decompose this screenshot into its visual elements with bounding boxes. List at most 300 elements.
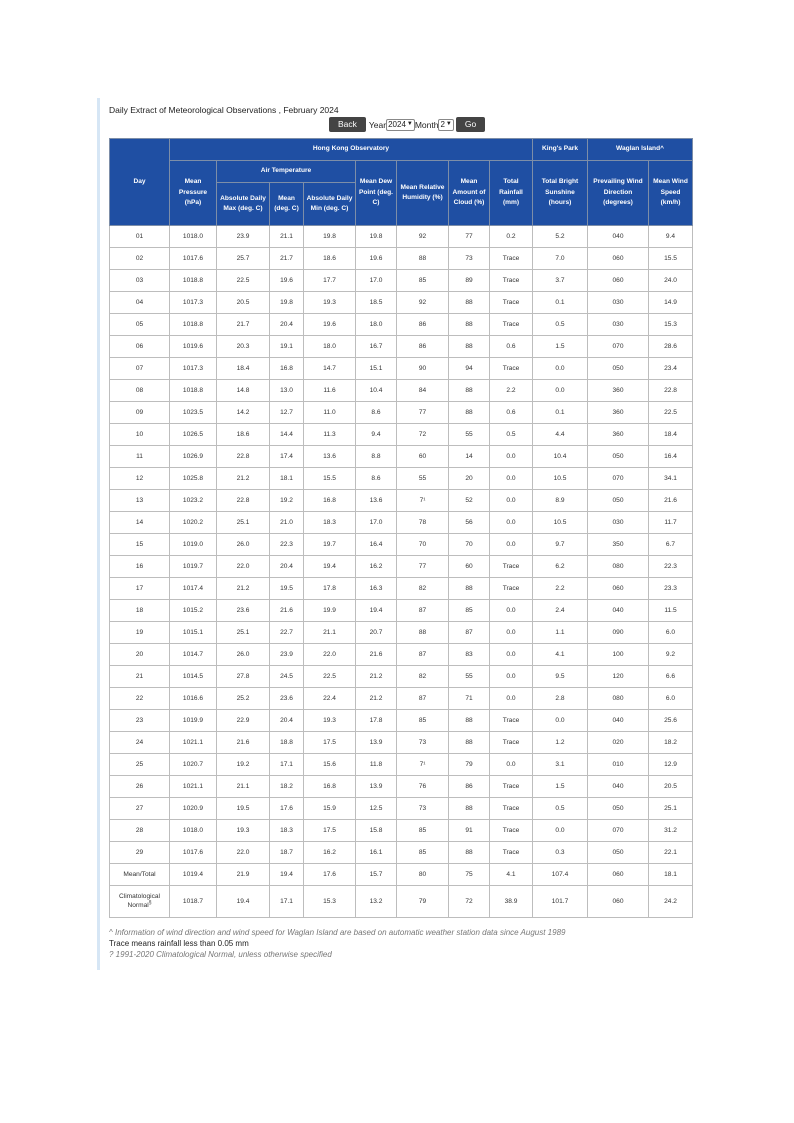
table-cell: 27.8 xyxy=(217,666,270,688)
table-cell: 8.8 xyxy=(356,446,397,468)
table-cell: 16.4 xyxy=(356,534,397,556)
table-cell: 85 xyxy=(449,600,490,622)
month-select[interactable] xyxy=(438,119,453,131)
day-cell: 17 xyxy=(110,578,170,600)
table-cell: 19.3 xyxy=(304,710,356,732)
table-row xyxy=(110,402,693,424)
table-cell: 17.0 xyxy=(356,270,397,292)
table-cell: 21.2 xyxy=(217,578,270,600)
table-cell: 4.1 xyxy=(533,644,588,666)
table-cell: 16.2 xyxy=(304,842,356,864)
table-cell: 20.4 xyxy=(270,314,304,336)
year-value: 2024 xyxy=(388,120,406,129)
table-cell: 52 xyxy=(449,490,490,512)
left-border-bar xyxy=(97,98,100,970)
table-cell: 120 xyxy=(588,666,649,688)
table-cell: 1018.8 xyxy=(170,314,217,336)
table-cell: 1014.5 xyxy=(170,666,217,688)
table-cell: 20.7 xyxy=(356,622,397,644)
day-cell: 16 xyxy=(110,556,170,578)
table-cell: 72 xyxy=(449,886,490,918)
table-cell: 22.3 xyxy=(649,556,693,578)
day-cell: 25 xyxy=(110,754,170,776)
table-cell: 26.0 xyxy=(217,534,270,556)
table-cell: 1.5 xyxy=(533,776,588,798)
table-cell: 1016.6 xyxy=(170,688,217,710)
table-cell: 20.5 xyxy=(649,776,693,798)
table-cell: 20 xyxy=(449,468,490,490)
table-cell: 19.4 xyxy=(270,864,304,886)
col-header-sunshine: Total Bright Sunshine (hours) xyxy=(533,161,588,226)
table-row xyxy=(110,534,693,556)
table-cell: 1017.3 xyxy=(170,292,217,314)
table-cell: 13.6 xyxy=(304,446,356,468)
normal-note: ? 1991-2020 Climatological Normal, unless otherwise specified xyxy=(109,950,332,959)
table-cell: 0.5 xyxy=(533,314,588,336)
table-cell: 76 xyxy=(397,776,449,798)
table-cell: 19.5 xyxy=(217,798,270,820)
table-cell: 84 xyxy=(397,380,449,402)
table-row xyxy=(110,314,693,336)
table-cell: 22.5 xyxy=(304,666,356,688)
day-cell: 01 xyxy=(110,226,170,248)
table-cell: 25.6 xyxy=(649,710,693,732)
table-cell: 0.6 xyxy=(490,402,533,424)
table-cell: 88 xyxy=(449,732,490,754)
table-cell: 18.7 xyxy=(270,842,304,864)
table-cell: 060 xyxy=(588,864,649,886)
table-cell: 17.4 xyxy=(270,446,304,468)
table-cell: 14.2 xyxy=(217,402,270,424)
table-cell: 050 xyxy=(588,446,649,468)
table-row xyxy=(110,732,693,754)
table-cell: 23.4 xyxy=(649,358,693,380)
table-cell: 75 xyxy=(449,864,490,886)
table-cell: 73 xyxy=(397,732,449,754)
table-cell: 19.7 xyxy=(304,534,356,556)
table-cell: 78 xyxy=(397,512,449,534)
table-cell: 19.3 xyxy=(304,292,356,314)
table-cell: 22.0 xyxy=(304,644,356,666)
table-cell: Trace xyxy=(490,842,533,864)
table-cell: 1020.7 xyxy=(170,754,217,776)
table-cell: 88 xyxy=(449,292,490,314)
table-cell: 040 xyxy=(588,710,649,732)
table-cell: 6.0 xyxy=(649,688,693,710)
table-cell: 6.6 xyxy=(649,666,693,688)
table-cell: 15.8 xyxy=(356,820,397,842)
table-cell: 15.5 xyxy=(304,468,356,490)
table-cell: 14 xyxy=(449,446,490,468)
table-cell: 2.2 xyxy=(490,380,533,402)
table-cell: 73 xyxy=(449,248,490,270)
table-cell: 19.2 xyxy=(270,490,304,512)
table-cell: 9.4 xyxy=(356,424,397,446)
table-cell: 0.0 xyxy=(490,688,533,710)
table-cell: 18.6 xyxy=(304,248,356,270)
group-header-air-temp: Air Temperature xyxy=(217,161,356,183)
table-cell: 21.7 xyxy=(270,248,304,270)
normal-row xyxy=(110,886,693,918)
table-cell: 10.5 xyxy=(533,468,588,490)
table-cell: 18.3 xyxy=(270,820,304,842)
day-cell: 12 xyxy=(110,468,170,490)
table-cell: 22.9 xyxy=(217,710,270,732)
table-cell: 88 xyxy=(449,380,490,402)
table-cell: 14.9 xyxy=(649,292,693,314)
table-cell: 1019.7 xyxy=(170,556,217,578)
table-cell: 1015.1 xyxy=(170,622,217,644)
table-cell: 17.5 xyxy=(304,820,356,842)
table-cell: 1.1 xyxy=(533,622,588,644)
trace-note: Trace means rainfall less than 0.05 mm xyxy=(109,939,249,948)
day-cell: 26 xyxy=(110,776,170,798)
table-cell: 9.2 xyxy=(649,644,693,666)
table-cell: 19.8 xyxy=(270,292,304,314)
col-header-wind-speed: Mean Wind Speed (km/h) xyxy=(649,161,693,226)
table-cell: 11.7 xyxy=(649,512,693,534)
table-cell: 1018.8 xyxy=(170,380,217,402)
table-cell: 19.6 xyxy=(304,314,356,336)
table-cell: Trace xyxy=(490,248,533,270)
table-cell: 14.8 xyxy=(217,380,270,402)
table-cell: 60 xyxy=(397,446,449,468)
table-cell: 3.1 xyxy=(533,754,588,776)
table-cell: 0.3 xyxy=(533,842,588,864)
table-row xyxy=(110,380,693,402)
table-cell: 16.7 xyxy=(356,336,397,358)
table-cell: 0.0 xyxy=(490,534,533,556)
day-cell: 29 xyxy=(110,842,170,864)
table-cell: 16.3 xyxy=(356,578,397,600)
table-cell: 360 xyxy=(588,380,649,402)
table-cell: 7.0 xyxy=(533,248,588,270)
col-header-dew-point: Mean Dew Point (deg. C) xyxy=(356,161,397,226)
table-cell: 71 xyxy=(449,688,490,710)
table-cell: 14.4 xyxy=(270,424,304,446)
table-cell: 88 xyxy=(449,710,490,732)
day-cell: 19 xyxy=(110,622,170,644)
table-row xyxy=(110,336,693,358)
table-cell: 79 xyxy=(449,754,490,776)
table-cell: 25.1 xyxy=(649,798,693,820)
table-row xyxy=(110,358,693,380)
table-cell: 18.0 xyxy=(356,314,397,336)
table-cell: 18.2 xyxy=(649,732,693,754)
table-cell: 22.0 xyxy=(217,842,270,864)
table-cell: 5.2 xyxy=(533,226,588,248)
table-row xyxy=(110,754,693,776)
table-row xyxy=(110,710,693,732)
table-cell: 1018.7 xyxy=(170,886,217,918)
table-cell: 19.4 xyxy=(304,556,356,578)
table-cell: 21.6 xyxy=(270,600,304,622)
table-cell: 19.8 xyxy=(304,226,356,248)
table-cell: 1017.3 xyxy=(170,358,217,380)
table-cell: Trace xyxy=(490,358,533,380)
normal-label-cell xyxy=(110,886,170,918)
table-cell: 1021.1 xyxy=(170,732,217,754)
table-cell: 88 xyxy=(397,248,449,270)
table-cell: 21.9 xyxy=(217,864,270,886)
table-row xyxy=(110,512,693,534)
table-cell: 88 xyxy=(449,842,490,864)
table-cell: 19.4 xyxy=(356,600,397,622)
table-cell: 2.2 xyxy=(533,578,588,600)
table-cell: 060 xyxy=(588,248,649,270)
day-cell: 02 xyxy=(110,248,170,270)
table-cell: 24.0 xyxy=(649,270,693,292)
table-cell: 20.4 xyxy=(270,710,304,732)
table-cell: Trace xyxy=(490,270,533,292)
table-cell: 070 xyxy=(588,820,649,842)
table-cell: Trace xyxy=(490,820,533,842)
table-cell: 60 xyxy=(449,556,490,578)
table-cell: 15.6 xyxy=(304,754,356,776)
table-cell: 070 xyxy=(588,468,649,490)
table-cell: 0.1 xyxy=(533,402,588,424)
table-cell: 0.0 xyxy=(533,710,588,732)
table-cell: 0.0 xyxy=(490,644,533,666)
table-cell: 23.6 xyxy=(270,688,304,710)
table-cell: 3.7 xyxy=(533,270,588,292)
day-cell: 28 xyxy=(110,820,170,842)
table-cell: 1019.4 xyxy=(170,864,217,886)
wind-note: ^ Information of wind direction and wind speed for Waglan Island are based on automatic weather station data since August 1989 xyxy=(109,928,566,937)
date-controls xyxy=(329,117,485,132)
table-cell: 13.9 xyxy=(356,776,397,798)
table-cell: 22.1 xyxy=(649,842,693,864)
day-cell: 06 xyxy=(110,336,170,358)
table-cell: 11.3 xyxy=(304,424,356,446)
back-button[interactable]: Back xyxy=(329,117,366,132)
table-cell: 70 xyxy=(397,534,449,556)
day-cell: 13 xyxy=(110,490,170,512)
table-cell: 0.0 xyxy=(533,820,588,842)
table-cell: 55 xyxy=(449,666,490,688)
table-cell: 16.8 xyxy=(304,776,356,798)
table-row xyxy=(110,226,693,248)
table-cell: 85 xyxy=(397,820,449,842)
table-cell: 21.6 xyxy=(649,490,693,512)
table-row xyxy=(110,490,693,512)
table-cell: 22.3 xyxy=(270,534,304,556)
table-cell: 080 xyxy=(588,688,649,710)
table-cell: 72 xyxy=(397,424,449,446)
table-cell: 17.7 xyxy=(304,270,356,292)
go-button[interactable]: Go xyxy=(456,117,485,132)
table-cell: 16.4 xyxy=(649,446,693,468)
day-cell: 04 xyxy=(110,292,170,314)
table-cell: 0.0 xyxy=(490,512,533,534)
table-cell: 15.1 xyxy=(356,358,397,380)
table-cell: 1023.5 xyxy=(170,402,217,424)
table-cell: 21.2 xyxy=(356,688,397,710)
table-cell: Trace xyxy=(490,292,533,314)
table-cell: 12.5 xyxy=(356,798,397,820)
table-cell: 85 xyxy=(397,270,449,292)
table-cell: 17.5 xyxy=(304,732,356,754)
table-cell: 19.5 xyxy=(270,578,304,600)
table-row xyxy=(110,446,693,468)
table-cell: 11.8 xyxy=(356,754,397,776)
table-cell: Trace xyxy=(490,710,533,732)
table-cell: 15.7 xyxy=(356,864,397,886)
table-row xyxy=(110,820,693,842)
table-cell: 28.6 xyxy=(649,336,693,358)
table-cell: 21.6 xyxy=(356,644,397,666)
month-label: Month xyxy=(414,119,439,130)
table-cell: 18.2 xyxy=(270,776,304,798)
table-cell: 1015.2 xyxy=(170,600,217,622)
table-cell: 8.6 xyxy=(356,402,397,424)
table-cell: 11.5 xyxy=(649,600,693,622)
table-cell: 18.6 xyxy=(217,424,270,446)
table-cell: 90 xyxy=(397,358,449,380)
table-cell: 18.5 xyxy=(356,292,397,314)
table-cell: 87 xyxy=(397,600,449,622)
table-cell: 0.0 xyxy=(490,468,533,490)
day-cell: 24 xyxy=(110,732,170,754)
table-cell: 0.0 xyxy=(490,490,533,512)
day-cell: 15 xyxy=(110,534,170,556)
table-cell: 0.5 xyxy=(490,424,533,446)
table-cell: 85 xyxy=(397,710,449,732)
table-cell: 1026.5 xyxy=(170,424,217,446)
col-header-abs-max: Absolute Daily Max (deg. C) xyxy=(217,183,270,226)
table-cell: 79 xyxy=(397,886,449,918)
table-cell: 0.0 xyxy=(490,666,533,688)
table-cell: 8.6 xyxy=(356,468,397,490)
day-cell: 27 xyxy=(110,798,170,820)
table-cell: 19.9 xyxy=(304,600,356,622)
table-cell: 11.0 xyxy=(304,402,356,424)
table-cell: 360 xyxy=(588,424,649,446)
table-cell: 19.4 xyxy=(217,886,270,918)
table-cell: 1019.0 xyxy=(170,534,217,556)
table-cell: 16.8 xyxy=(270,358,304,380)
table-cell: 22.5 xyxy=(649,402,693,424)
table-cell: 18.3 xyxy=(304,512,356,534)
table-cell: 13.6 xyxy=(356,490,397,512)
table-cell: 1.5 xyxy=(533,336,588,358)
table-cell: 19.6 xyxy=(356,248,397,270)
table-cell: 10.5 xyxy=(533,512,588,534)
table-cell: 060 xyxy=(588,886,649,918)
table-cell: 1017.4 xyxy=(170,578,217,600)
table-cell: Trace xyxy=(490,556,533,578)
table-cell: 4.1 xyxy=(490,864,533,886)
table-cell: 0.0 xyxy=(490,600,533,622)
table-cell: 88 xyxy=(449,578,490,600)
table-cell: 1018.0 xyxy=(170,820,217,842)
table-cell: 040 xyxy=(588,776,649,798)
day-cell: 20 xyxy=(110,644,170,666)
table-cell: 22.8 xyxy=(649,380,693,402)
table-cell: 38.9 xyxy=(490,886,533,918)
table-cell: 0.0 xyxy=(533,358,588,380)
table-cell: 21.1 xyxy=(217,776,270,798)
day-cell: 08 xyxy=(110,380,170,402)
table-cell: 7¹ xyxy=(397,754,449,776)
table-cell: 1017.6 xyxy=(170,248,217,270)
table-cell: 0.2 xyxy=(490,226,533,248)
table-cell: 88 xyxy=(449,336,490,358)
table-cell: 350 xyxy=(588,534,649,556)
table-cell: 7¹ xyxy=(397,490,449,512)
month-value: 2 xyxy=(440,120,445,129)
table-cell: 77 xyxy=(449,226,490,248)
table-cell: 56 xyxy=(449,512,490,534)
chevron-down-icon: ▼ xyxy=(445,121,452,127)
year-select[interactable] xyxy=(386,119,415,131)
col-header-rainfall: Total Rainfall (mm) xyxy=(490,161,533,226)
table-cell: Trace xyxy=(490,776,533,798)
table-cell: 15.5 xyxy=(649,248,693,270)
page-title: Daily Extract of Meteorological Observations , February 2024 xyxy=(109,105,339,115)
table-cell: 9.4 xyxy=(649,226,693,248)
table-cell: 0.0 xyxy=(490,754,533,776)
table-cell: 070 xyxy=(588,336,649,358)
table-cell: 73 xyxy=(397,798,449,820)
group-header-kings-park: King's Park xyxy=(533,139,588,161)
table-row xyxy=(110,666,693,688)
table-cell: 16.8 xyxy=(304,490,356,512)
table-row xyxy=(110,556,693,578)
table-cell: 24.2 xyxy=(649,886,693,918)
table-cell: 15.9 xyxy=(304,798,356,820)
table-cell: 25.1 xyxy=(217,622,270,644)
table-cell: 20.5 xyxy=(217,292,270,314)
table-cell: 050 xyxy=(588,490,649,512)
col-header-abs-min: Absolute Daily Min (deg. C) xyxy=(304,183,356,226)
table-cell: 80 xyxy=(397,864,449,886)
table-cell: 77 xyxy=(397,402,449,424)
table-cell: 55 xyxy=(397,468,449,490)
table-cell: 030 xyxy=(588,512,649,534)
table-cell: 23.3 xyxy=(649,578,693,600)
table-cell: 19.1 xyxy=(270,336,304,358)
table-row xyxy=(110,292,693,314)
day-cell: 05 xyxy=(110,314,170,336)
table-cell: 1020.9 xyxy=(170,798,217,820)
group-header-hko: Hong Kong Observatory xyxy=(170,139,533,161)
table-cell: 18.1 xyxy=(270,468,304,490)
table-cell: 94 xyxy=(449,358,490,380)
table-cell: 1.2 xyxy=(533,732,588,754)
table-cell: 22.8 xyxy=(217,490,270,512)
table-cell: 88 xyxy=(449,402,490,424)
table-cell: 0.0 xyxy=(490,622,533,644)
table-cell: 14.7 xyxy=(304,358,356,380)
table-cell: 19.6 xyxy=(270,270,304,292)
table-cell: 13.9 xyxy=(356,732,397,754)
table-cell: 0.0 xyxy=(490,446,533,468)
table-cell: 26.0 xyxy=(217,644,270,666)
table-row xyxy=(110,424,693,446)
table-row xyxy=(110,842,693,864)
col-header-humidity: Mean Relative Humidity (%) xyxy=(397,161,449,226)
table-cell: 21.0 xyxy=(270,512,304,534)
table-cell: 19.8 xyxy=(356,226,397,248)
table-cell: 1023.2 xyxy=(170,490,217,512)
table-cell: 18.4 xyxy=(649,424,693,446)
day-cell: 07 xyxy=(110,358,170,380)
table-cell: 1017.6 xyxy=(170,842,217,864)
table-cell: 25.7 xyxy=(217,248,270,270)
col-header-wind-direction: Prevailing Wind Direction (degrees) xyxy=(588,161,649,226)
table-cell: 19.3 xyxy=(217,820,270,842)
